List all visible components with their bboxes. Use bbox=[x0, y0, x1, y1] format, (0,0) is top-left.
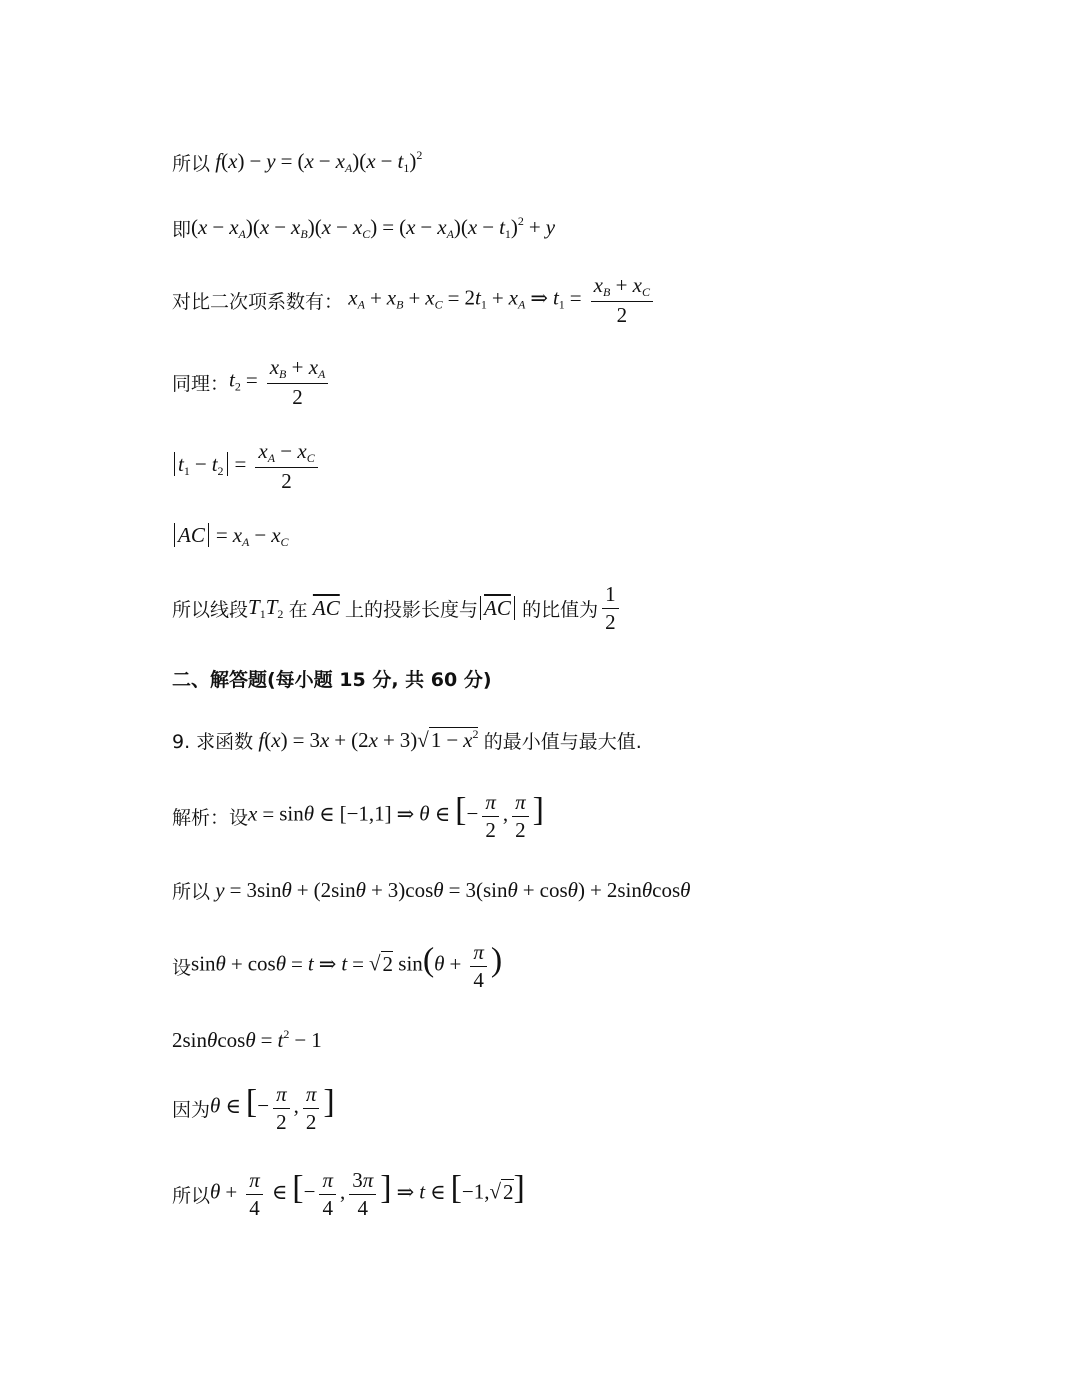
solution-line-2 bbox=[172, 860, 690, 920]
formula: AC = $x_A - x_C$ bbox=[172, 523, 289, 550]
solution-line-6 bbox=[172, 1164, 525, 1224]
formula: $T_1T_2$ bbox=[248, 594, 284, 621]
line-5 bbox=[172, 436, 322, 496]
text: 所以 bbox=[172, 1184, 211, 1207]
solution-line-4 bbox=[172, 1010, 322, 1070]
line-3 bbox=[172, 270, 657, 330]
formula: x = sinθ ∈ [−1,1] ⇒ θ ∈ [− $\frac{\pi}{2}$ , $\frac{\pi}{2}$ ] bbox=[248, 790, 544, 842]
line-6 bbox=[172, 506, 289, 566]
formula: $(x - x_A)(x - x_B)(x - x_C) = (x - x_A)(x - t_1)^2 + y$ bbox=[191, 214, 556, 241]
formula: $t_1 - t_2$ = $\frac{x_A - x_C}{2}$ bbox=[172, 440, 322, 492]
text: 所以 bbox=[172, 880, 211, 903]
formula: y = 3sinθ + (2sinθ + 3)cosθ = 3(sinθ + cosθ) + 2sinθcosθ bbox=[215, 877, 691, 902]
text: 同理： bbox=[172, 372, 230, 395]
line-4 bbox=[172, 352, 332, 412]
text: 解析：设 bbox=[172, 806, 249, 829]
formula: $2\sin\theta\cos\theta = t^2 - 1$ bbox=[172, 1027, 322, 1052]
formula: $\overline{AC}$ bbox=[478, 596, 522, 621]
text: 的最小值与最大值. bbox=[483, 730, 642, 753]
formula: $\frac{1}{2}$ bbox=[598, 583, 623, 632]
formula: θ + $\frac{\pi}{4}$ ∈ [− $\frac{\pi}{4}$ , $\frac{3\pi}{4}$ ] ⇒ t ∈ [−1,√2] bbox=[210, 1168, 525, 1220]
text: 所以 bbox=[172, 152, 211, 175]
text: 9. 求函数 bbox=[172, 730, 254, 753]
formula: $f(x) - y = (x - x_A)(x - t_1)^2$ bbox=[215, 148, 423, 175]
text: 设 bbox=[172, 956, 192, 979]
formula: $t_2$ = $\frac{x_B + x_A}{2}$ bbox=[229, 356, 332, 408]
line-7 bbox=[172, 578, 623, 638]
text: 所以线段 bbox=[172, 598, 249, 621]
solution-line-3 bbox=[172, 936, 502, 996]
solution-line-5 bbox=[172, 1078, 335, 1138]
line-1 bbox=[172, 132, 422, 192]
formula: $x_A + x_B + x_C = 2t_1 + x_A$ ⇒ $t_1$ = $\frac{x_B + x_C}{2}$ bbox=[343, 274, 657, 326]
line-2 bbox=[172, 198, 555, 258]
formula: θ ∈ [− $\frac{\pi}{2}$ , $\frac{\pi}{2}$ ] bbox=[210, 1082, 335, 1134]
text: 上的投影长度与 bbox=[345, 598, 479, 621]
text: 即 bbox=[172, 218, 192, 241]
text: 在 bbox=[288, 598, 308, 621]
solution-line-1 bbox=[172, 786, 544, 846]
heading-text: 二、解答题(每小题 15 分, 共 60 分) bbox=[172, 668, 492, 691]
text: 的比值为 bbox=[522, 598, 599, 621]
question-9 bbox=[172, 710, 642, 770]
text: 因为 bbox=[172, 1098, 211, 1121]
formula: sinθ + cosθ = t ⇒ t = √2 sin(θ + $\frac{\pi}{4}$ ) bbox=[191, 940, 503, 992]
formula: $\overline{AC}$ bbox=[312, 595, 340, 620]
formula: $f(x) = 3x + (2x + 3)√1 - x^2$ bbox=[258, 727, 479, 752]
section-heading bbox=[172, 648, 492, 708]
text: 对比二次项系数有： bbox=[172, 290, 344, 313]
